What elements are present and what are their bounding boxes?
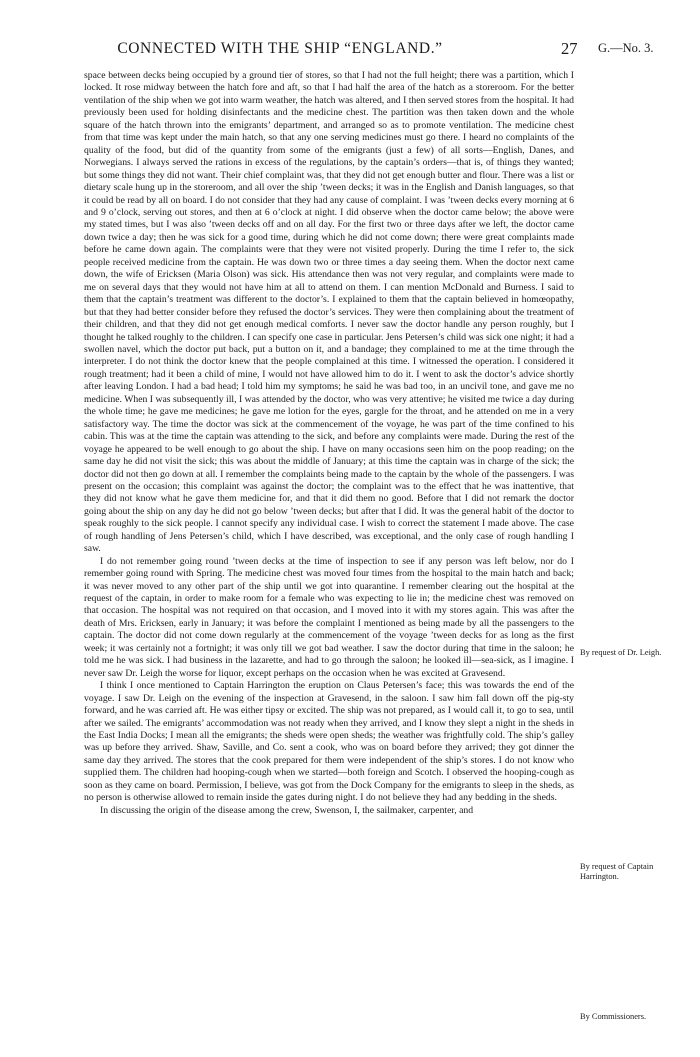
margin-note: By request of Dr. Leigh. <box>580 648 662 657</box>
paragraph: I do not remember going round ’tween decks at the time of inspection to see if any person was left below, nor do I remember going round with Spring. The medicine chest was moved four times from the hospital to the main hatch and back; it was never moved to any other part of the ship until we got into quarantine. I remember clearing out the hospital at the request of the captain, in order to make room for a female who was expecting to lie in; the medicine chest was removed on that occasion. The hospital was not required on that occasion, and I moved into it with my stores again. This was after the death of Mrs. Ericksen, early in January; it was before the complaint I mentioned as being made by all the passengers to the captain. The doctor did not come down regularly at the commencement of the voyage ’tween decks for as long as the first week; it was certainly not a fortnight; it was only till we got bad weather. I saw the doctor during that time in the saloon; he told me he was sick. I had business in the lazarette, and had to go through the saloon; he looked ill—sea-sick, as I imagine. I never saw Dr. Leigh the worse for liquor, except perhaps on the occasion when he was excited at Gravesend. <box>84 555 574 679</box>
running-title: CONNECTED WITH THE SHIP “ENGLAND.” <box>117 40 443 57</box>
paragraph: space between decks being occupied by a ground tier of stores, so that I had not the full height; there was a partition, which I locked. It rose midway between the hatch fore and aft, so that I had half the area of the hatch as a storeroom. For the better ventilation of the ship when we got into warm weather, the hatch was altered, and I then served stores from the hospital. It had previously been used for holding disinfectants and the medicine chest. The partition was then taken down and the whole square of the hatch thrown into the emigrants’ department, and arranged so as to promote ventilation. The medicine chest from that time was kept under the main hatch, so that any one serving medicines must go there. I heard no complaints of the quality of the food, but did of the quantity from some of the emigrants (just a few) of all sorts—English, Danes, and Norwegians. I always served the rations in excess of the regulations, by the captain’s orders—that is, of things they wanted; but some things they did not want. Their chief complaint was, that they did not get enough butter and flour. There was a list or dietary scale hung up in the storeroom, and all over the ship ’tween decks; it was in the English and Danish languages, so that it could be read by all on board. I do not consider that they had any cause of complaint. I was ’tween decks every morning at 6 and 9 o’clock, serving out stores, and then at 6 o’clock at night. I did observe when the doctor came below; the above were my stated times, but I was also ’tween decks off and on all day. For the first two or three days after we left, the doctor came down twice a day; then he was sick for a good time, during which he did not come down; there were great complaints made before he came down again. The complaints were that they were not visited properly. During the time I refer to, the sick people received medicine from the captain. He was down two or three times a day seeing them. When the doctor next came down, the wife of Ericksen (Maria Olson) was sick. His attendance then was not very regular, and complaints were made to me on several days that they would not have him at all to attend on them. I can mention McDonald and Burness. I said to them that the captain’s treatment was different to the doctor’s. I explained to them that the captain believed in homœopathy, but that they had better consider before they refused the doctor’s services. They were then complaining about the treatment of their children, and that they did not get enough medical comforts. I never saw the doctor handle any person roughly, but I thought he talked roughly to the children. I can specify one case in particular. Jens Petersen’s child was sick one night; it had a swollen navel, which the doctor put back, put a button on it, and a bandage; they complained to me at the time through the interpreter. I do not think the doctor knew that the people complained at this time. I witnessed the operation. I considered it rough treatment; had it been a child of mine, I would not have allowed him to do it. I went to ask the doctor’s advice shortly after leaving London. I had a bad head; I told him my symptoms; he said he was bad too, in an uncivil tone, and gave me no medicine. When I was subsequently ill, I was attended by the doctor, who was very attentive; he visited me twice a day during the whole time; he gave me medicines; he gave me lotion for the eyes, gargle for the throat, and he attended on me in a very satisfactory way. The time the doctor was sick at the commencement of the voyage, he was part of the time confined to his cabin. This was at the time the captain was attending to the sick, and before any complaints were made. During the rest of the voyage he appeared to be well enough to go about the ship. I have on many occasions seen him on the poop reading; on the same day he did not visit the sick; this was about the middle of January; at this time the captain was in charge of the sick; the doctor did not then go down at all. I remember the complaints being made to the captain by the whole of the passengers. I was present on the occasion; this complaint was against the doctor; the complaint was to the effect that he was inattentive, that they did not know what he gave them medicine for, and that it did them no good. Before that I did not remark the doctor going about the ship on any day he did not go below ’tween decks; but after that I did. It was the general habit of the doctor to speak roughly to the sick people. I cannot specify any individual case. I wish to correct the statement I made above. The case of rough handling of Jens Petersen’s child, which I have described, was exceptional, and the only case of rough handling I saw. <box>84 70 574 555</box>
margin-note: By request of Captain Harrington. <box>580 862 654 882</box>
page-number: 27 <box>561 39 578 58</box>
running-header <box>0 40 700 62</box>
paragraph: In discussing the origin of the disease among the crew, Swenson, I, the sailmaker, carpenter, and <box>100 804 474 816</box>
document-reference: G.—No. 3. <box>598 41 654 55</box>
paragraph: I think I once mentioned to Captain Harrington the eruption on Claus Petersen’s face; this was towards the end of the voyage. I saw Dr. Leigh on the evening of the inspection at Gravesend, in the saloon. I saw him fall down off the pig-sty forward, and he was carried aft. He was either tipsy or excited. The ship was not prepared, as I would call it, to go to sea, until after we sailed. The emigrants’ accommodation was not ready when they arrived, and I know they slept a night in the sheds in the East India Docks; I mean all the emigrants; the sheds were open sheds; the weather was frightfully cold. The ship’s galley was up before they arrived. Shaw, Saville, and Co. sent a cook, who was on board before they arrived; they got dinner the same day they arrived. The stores that the cook prepared for them were independent of the ship’s stores. I do not know who supplied them. The children had hooping-cough when we started—both foreign and Scotch. I observed the hooping-cough as soon as they came on board. Permission, I believe, was got from the Dock Company for the emigrants to sleep in the sheds, as no person is otherwise allowed to remain inside the gates during night. I do not believe they had any bedding in the sheds. <box>84 680 574 804</box>
margin-note: By Commissioners. <box>580 1012 647 1021</box>
body-text <box>84 70 574 817</box>
